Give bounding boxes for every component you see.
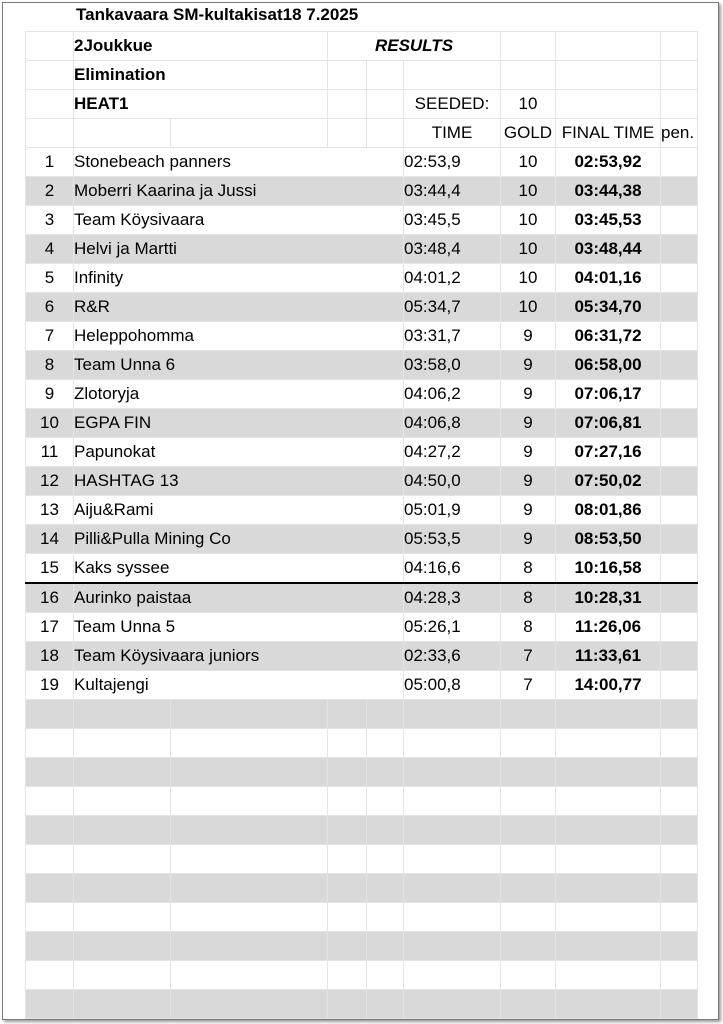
- team-name-cell: Team Unna 5: [74, 613, 404, 642]
- gold-cell: 10: [501, 264, 556, 293]
- table-row: [26, 148, 698, 177]
- column-header-final-time: FINAL TIME: [556, 119, 661, 148]
- time-cell: 04:06,8: [404, 409, 501, 438]
- rank-cell: 6: [26, 293, 74, 322]
- table-row: [26, 322, 698, 351]
- empty-row: [26, 700, 698, 729]
- final-time-cell: 03:45,53: [556, 206, 661, 235]
- empty-row: [26, 845, 698, 874]
- empty-row: [26, 874, 698, 903]
- final-time-cell: 07:06,17: [556, 380, 661, 409]
- time-cell: 03:31,7: [404, 322, 501, 351]
- time-cell: 04:16,6: [404, 554, 501, 584]
- table-row: [26, 235, 698, 264]
- empty-row: [26, 990, 698, 1019]
- round-title: Elimination: [74, 61, 328, 90]
- time-cell: 04:50,0: [404, 467, 501, 496]
- pen-cell: [661, 525, 698, 554]
- final-time-cell: 07:50,02: [556, 467, 661, 496]
- empty-row: [26, 961, 698, 990]
- time-cell: 04:01,2: [404, 264, 501, 293]
- table-row: [26, 438, 698, 467]
- pen-cell: [661, 496, 698, 525]
- rank-cell: 8: [26, 351, 74, 380]
- table-row: [26, 409, 698, 438]
- pen-cell: [661, 177, 698, 206]
- team-name-cell: HASHTAG 13: [74, 467, 404, 496]
- pen-cell: [661, 671, 698, 700]
- rank-cell: 15: [26, 554, 74, 584]
- gold-cell: 10: [501, 206, 556, 235]
- table-row: [26, 206, 698, 235]
- rank-cell: 9: [26, 380, 74, 409]
- gold-cell: 7: [501, 671, 556, 700]
- team-name-cell: Pilli&Pulla Mining Co: [74, 525, 404, 554]
- final-time-cell: 06:58,00: [556, 351, 661, 380]
- final-time-cell: 08:53,50: [556, 525, 661, 554]
- empty-row: [26, 729, 698, 758]
- final-time-cell: 04:01,16: [556, 264, 661, 293]
- rank-cell: 3: [26, 206, 74, 235]
- pen-cell: [661, 613, 698, 642]
- rank-cell: 16: [26, 583, 74, 613]
- table-row: [26, 177, 698, 206]
- gold-cell: 9: [501, 496, 556, 525]
- team-name-cell: Team Köysivaara juniors: [74, 642, 404, 671]
- rank-cell: 13: [26, 496, 74, 525]
- team-name-cell: Moberri Kaarina ja Jussi: [74, 177, 404, 206]
- table-row: [26, 554, 698, 584]
- rank-cell: 7: [26, 322, 74, 351]
- gold-cell: 10: [501, 148, 556, 177]
- team-name-cell: Zlotoryja: [74, 380, 404, 409]
- time-cell: 05:34,7: [404, 293, 501, 322]
- gold-cell: 9: [501, 525, 556, 554]
- final-time-cell: 03:48,44: [556, 235, 661, 264]
- seeded-label: SEEDED:: [404, 90, 501, 119]
- table-row: [26, 293, 698, 322]
- empty-row: [26, 787, 698, 816]
- gold-cell: 9: [501, 409, 556, 438]
- rank-cell: 17: [26, 613, 74, 642]
- pen-cell: [661, 264, 698, 293]
- team-name-cell: Team Unna 6: [74, 351, 404, 380]
- final-time-cell: 07:27,16: [556, 438, 661, 467]
- table-row: [26, 613, 698, 642]
- empty-row: [26, 903, 698, 932]
- team-name-cell: Stonebeach panners: [74, 148, 404, 177]
- team-name-cell: Papunokat: [74, 438, 404, 467]
- final-time-cell: 11:26,06: [556, 613, 661, 642]
- time-cell: 05:53,5: [404, 525, 501, 554]
- empty-row: [26, 816, 698, 845]
- time-cell: 03:48,4: [404, 235, 501, 264]
- time-cell: 02:33,6: [404, 642, 501, 671]
- pen-cell: [661, 380, 698, 409]
- pen-cell: [661, 322, 698, 351]
- pen-cell: [661, 235, 698, 264]
- gold-cell: 8: [501, 613, 556, 642]
- rank-cell: 5: [26, 264, 74, 293]
- rank-cell: 10: [26, 409, 74, 438]
- rank-cell: 2: [26, 177, 74, 206]
- gold-cell: 9: [501, 322, 556, 351]
- table-row: [26, 583, 698, 613]
- time-cell: 05:00,8: [404, 671, 501, 700]
- table-row: [26, 496, 698, 525]
- team-name-cell: R&R: [74, 293, 404, 322]
- team-name-cell: Infinity: [74, 264, 404, 293]
- table-row: [26, 467, 698, 496]
- final-time-cell: 11:33,61: [556, 642, 661, 671]
- pen-cell: [661, 409, 698, 438]
- cell-empty: [26, 32, 74, 61]
- pen-cell: [661, 642, 698, 671]
- pen-cell: [661, 583, 698, 613]
- category-title: 2Joukkue: [74, 32, 328, 61]
- final-time-cell: 06:31,72: [556, 322, 661, 351]
- team-name-cell: Aiju&Rami: [74, 496, 404, 525]
- table-row: [26, 264, 698, 293]
- final-time-cell: 02:53,92: [556, 148, 661, 177]
- final-time-cell: 08:01,86: [556, 496, 661, 525]
- team-name-cell: Kaks syssee: [74, 554, 404, 584]
- gold-cell: 8: [501, 554, 556, 584]
- column-header-pen: pen.: [661, 119, 698, 148]
- time-cell: 05:01,9: [404, 496, 501, 525]
- final-time-cell: 05:34,70: [556, 293, 661, 322]
- heat-title: HEAT1: [74, 90, 328, 119]
- team-name-cell: Kultajengi: [74, 671, 404, 700]
- pen-cell: [661, 467, 698, 496]
- rank-cell: 12: [26, 467, 74, 496]
- gold-cell: 10: [501, 177, 556, 206]
- seeded-value: 10: [501, 90, 556, 119]
- team-name-cell: EGPA FIN: [74, 409, 404, 438]
- team-name-cell: Team Köysivaara: [74, 206, 404, 235]
- team-name-cell: Heleppohomma: [74, 322, 404, 351]
- time-cell: 04:06,2: [404, 380, 501, 409]
- gold-cell: 9: [501, 467, 556, 496]
- results-table: [25, 31, 698, 1019]
- rank-cell: 11: [26, 438, 74, 467]
- final-time-cell: 07:06,81: [556, 409, 661, 438]
- column-header-gold: GOLD: [501, 119, 556, 148]
- time-cell: 02:53,9: [404, 148, 501, 177]
- team-name-cell: Helvi ja Martti: [74, 235, 404, 264]
- empty-row: [26, 932, 698, 961]
- gold-cell: 9: [501, 351, 556, 380]
- rank-cell: 4: [26, 235, 74, 264]
- gold-cell: 10: [501, 235, 556, 264]
- pen-cell: [661, 148, 698, 177]
- pen-cell: [661, 293, 698, 322]
- gold-cell: 9: [501, 380, 556, 409]
- final-time-cell: 10:16,58: [556, 554, 661, 584]
- pen-cell: [661, 554, 698, 584]
- time-cell: 03:45,5: [404, 206, 501, 235]
- results-label: RESULTS: [328, 32, 501, 61]
- pen-cell: [661, 438, 698, 467]
- page-title: Tankavaara SM-kultakisat18 7.2025: [76, 5, 359, 24]
- gold-cell: 10: [501, 293, 556, 322]
- gold-cell: 8: [501, 583, 556, 613]
- time-cell: 05:26,1: [404, 613, 501, 642]
- time-cell: 04:28,3: [404, 583, 501, 613]
- table-row: [26, 351, 698, 380]
- gold-cell: 9: [501, 438, 556, 467]
- time-cell: 03:58,0: [404, 351, 501, 380]
- table-row: [26, 525, 698, 554]
- team-name-cell: Aurinko paistaa: [74, 583, 404, 613]
- empty-row: [26, 758, 698, 787]
- table-row: [26, 642, 698, 671]
- column-header-time: TIME: [404, 119, 501, 148]
- final-time-cell: 10:28,31: [556, 583, 661, 613]
- final-time-cell: 03:44,38: [556, 177, 661, 206]
- rank-cell: 1: [26, 148, 74, 177]
- pen-cell: [661, 351, 698, 380]
- table-row: [26, 671, 698, 700]
- table-row: [26, 380, 698, 409]
- time-cell: 03:44,4: [404, 177, 501, 206]
- gold-cell: 7: [501, 642, 556, 671]
- time-cell: 04:27,2: [404, 438, 501, 467]
- pen-cell: [661, 206, 698, 235]
- rank-cell: 14: [26, 525, 74, 554]
- final-time-cell: 14:00,77: [556, 671, 661, 700]
- rank-cell: 19: [26, 671, 74, 700]
- rank-cell: 18: [26, 642, 74, 671]
